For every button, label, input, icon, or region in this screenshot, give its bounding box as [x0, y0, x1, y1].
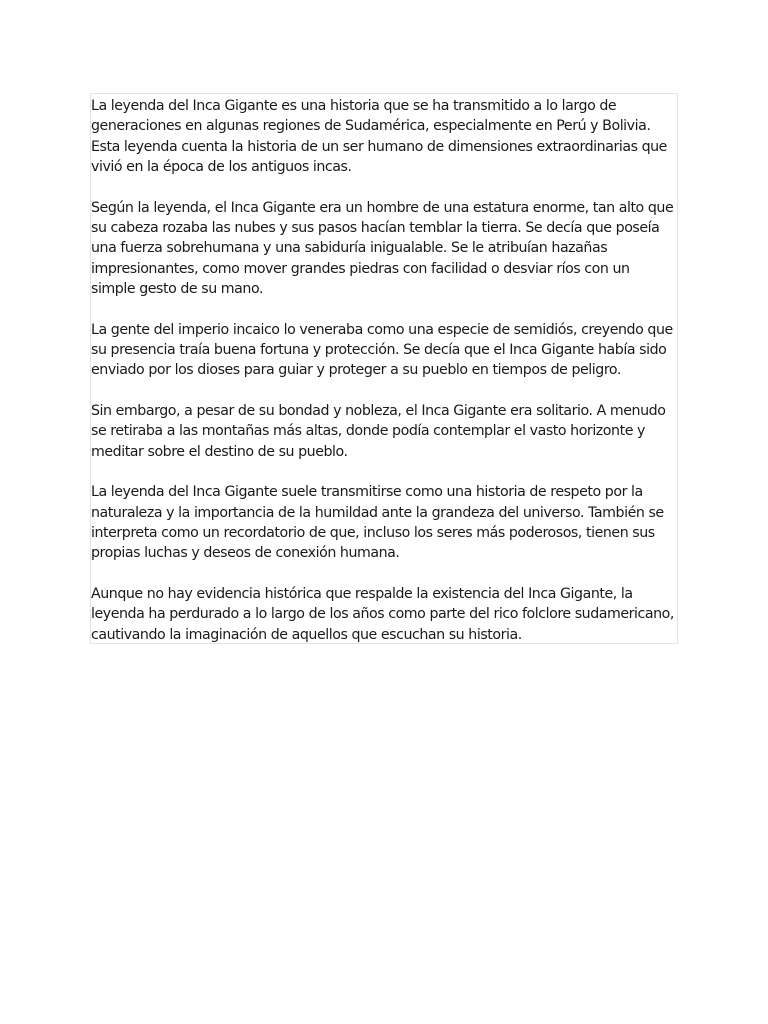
document-text-box: [90, 93, 678, 644]
paragraph-2: Según la leyenda, el Inca Gigante era un hombre de una estatura enorme, tan alto que su cabeza rozaba las nubes y sus pasos hacían temblar la tierra. Se decía que poseía una fuerza sobrehumana y una sabiduría inigualable. Se le atribuían hazañas impresionantes, como mover grandes piedras con facilidad o desviar ríos con un simple gesto de su mano.: [91, 199, 674, 298]
paragraph-1: La leyenda del Inca Gigante es una historia que se ha transmitido a lo largo de generaciones en algunas regiones de Sudamérica, especialmente en Perú y Bolivia. Esta leyenda cuenta la historia de un ser humano de dimensiones extraordinarias que vivió en la época de los antiguos incas.: [91, 98, 667, 176]
paragraph-3: La gente del imperio incaico lo veneraba como una especie de semidiós, creyendo que su presencia traía buena fortuna y protección. Se decía que el Inca Gigante había sido enviado por los dioses para guiar y proteger a su pueblo en tiempos de peligro.: [91, 321, 673, 379]
paragraph-4: Sin embargo, a pesar de su bondad y nobleza, el Inca Gigante era solitario. A menudo se retiraba a las montañas más altas, donde podía contemplar el vasto horizonte y meditar sobre el destino de su pueblo.: [91, 402, 666, 460]
paragraph-6: Aunque no hay evidencia histórica que respalde la existencia del Inca Gigante, la leyenda ha perdurado a lo largo de los años como parte del rico folclore sudamericano, cautivando la imaginación de aquellos que escuchan su historia.: [91, 585, 674, 643]
paragraph-5: La leyenda del Inca Gigante suele transmitirse como una historia de respeto por la naturaleza y la importancia de la humildad ante la grandeza del universo. También se interpreta como un recordatorio de que, incluso los seres más poderosos, tienen sus propias luchas y deseos de conexión humana.: [91, 484, 664, 562]
